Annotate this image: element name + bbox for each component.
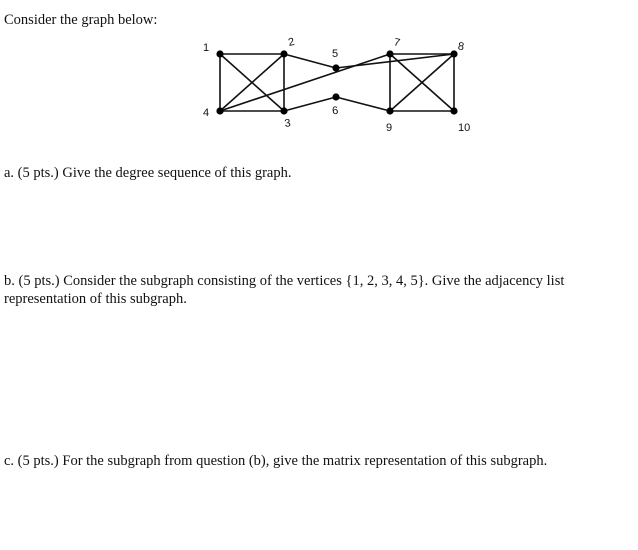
vertex-4 (216, 107, 223, 114)
vertex-label-1: 1 (203, 42, 210, 54)
question-b-line-1: b. (5 pts.) Consider the subgraph consisting of the vertices {1, 2, 3, 4, 5}. Give the adjacency list (4, 273, 565, 289)
vertex-label-2: 2 (287, 35, 296, 49)
vertex-7 (386, 50, 393, 57)
vertex-5 (332, 64, 339, 71)
question-a: a. (5 pts.) Give the degree sequence of this graph. (4, 165, 292, 181)
question-c: c. (5 pts.) For the subgraph from question (b), give the matrix representation of this subgraph. (4, 453, 548, 469)
edge-3-6 (284, 97, 336, 111)
vertex-1 (216, 50, 223, 57)
vertex-label-5: 5 (332, 48, 339, 60)
vertex-label-8: 8 (457, 40, 465, 54)
vertex-label-4: 4 (203, 107, 210, 119)
question-b-line-2: representation of this subgraph. (4, 291, 187, 307)
vertex-label-9: 9 (386, 122, 393, 134)
intro-text: Consider the graph below: (4, 12, 158, 28)
graph-figure (190, 28, 490, 140)
vertex-2 (280, 50, 287, 57)
vertex-label-3: 3 (283, 117, 292, 130)
vertex-10 (450, 107, 457, 114)
edge-5-8 (336, 54, 454, 68)
edge-6-9 (336, 97, 390, 111)
edge-4-7 (220, 54, 390, 111)
vertex-6 (332, 93, 339, 100)
vertex-label-6: 6 (331, 104, 339, 118)
vertex-9 (386, 107, 393, 114)
edge-2-5 (284, 54, 336, 68)
vertex-3 (280, 107, 287, 114)
vertex-label-7: 7 (392, 36, 402, 50)
vertex-label-10: 10 (458, 122, 471, 134)
